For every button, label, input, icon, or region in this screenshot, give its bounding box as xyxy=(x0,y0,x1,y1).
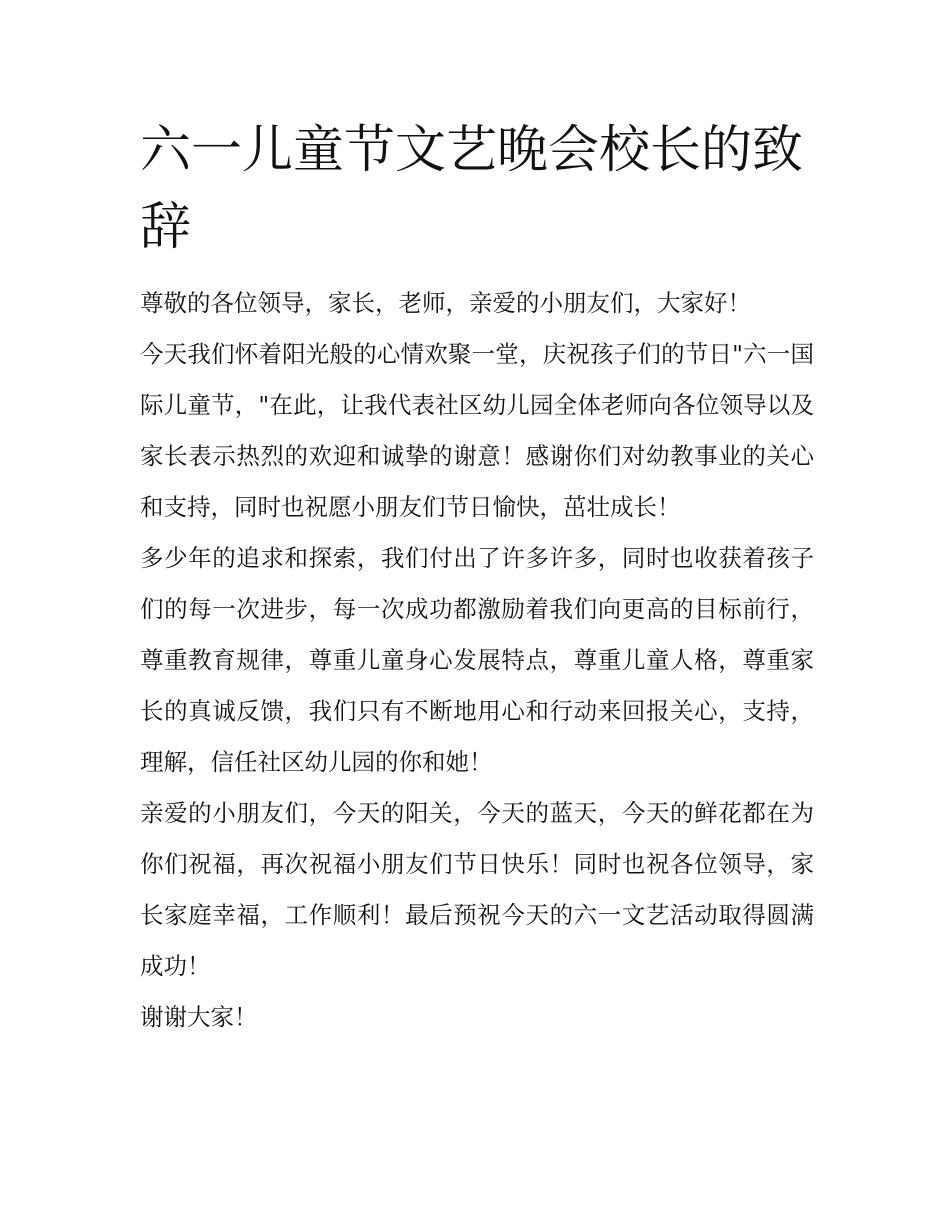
document-body xyxy=(140,278,814,1043)
paragraph-blessing: 亲爱的小朋友们，今天的阳关，今天的蓝天，今天的鲜花都在为你们祝福，再次祝福小朋友们节日快乐！同时也祝各位领导，家长家庭幸福，工作顺利！最后预祝今天的六一文艺活动取得圆满成功！ xyxy=(140,799,814,980)
document-title: 六一儿童节文艺晚会校长的致辞 xyxy=(140,121,804,257)
paragraph-greeting: 尊敬的各位领导，家长，老师，亲爱的小朋友们，大家好！ xyxy=(140,289,751,317)
paragraph-reflection: 多少年的追求和探索，我们付出了许多许多，同时也收获着孩子们的每一次进步，每一次成功都激励着我们向更高的目标前行，尊重教育规律，尊重儿童身心发展特点，尊重儿童人格，尊重家长的真诚反馈，我们只有不断地用心和行动来回报关心，支持，理解，信任社区幼儿园的你和她！ xyxy=(140,544,814,776)
paragraph-welcome: 今天我们怀着阳光般的心情欢聚一堂，庆祝孩子们的节日"六一国际儿童节，"在此，让我代表社区幼儿园全体老师向各位领导以及家长表示热烈的欢迎和诚挚的谢意！感谢你们对幼教事业的关心和支持，同时也祝愿小朋友们节日愉快，茁壮成长！ xyxy=(140,340,814,521)
paragraph-thanks: 谢谢大家！ xyxy=(140,1003,258,1031)
